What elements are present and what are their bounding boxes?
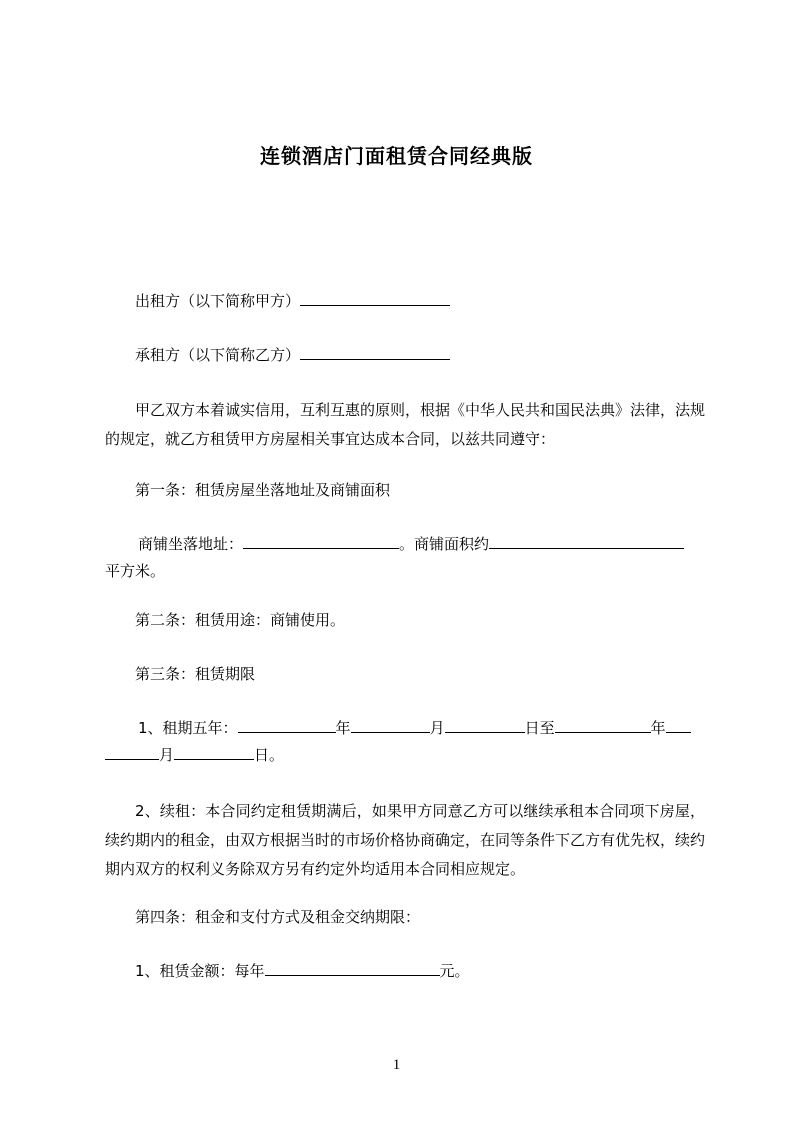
address-label: 商铺坐落地址： (138, 535, 244, 553)
year-char-2: 年 (650, 719, 666, 737)
article1-heading: 第一条：租赁房屋坐落地址及商铺面积 (135, 481, 391, 499)
rent-label: 1、租赁金额：每年 (135, 962, 265, 980)
month-char-1: 月 (429, 719, 445, 737)
lessor-label: 出租方（以下简称甲方） (135, 292, 301, 310)
document-title: 连锁酒店门面租赁合同经典版 (260, 144, 533, 168)
day-end: 日。 (254, 746, 285, 764)
article2-line: 第二条：租赁用途：商铺使用。 (135, 611, 346, 629)
rent-amount-blank[interactable] (265, 959, 440, 976)
lessee-line (105, 341, 735, 369)
rent-line (105, 957, 735, 985)
end-month-blank-part1[interactable] (666, 716, 691, 733)
preamble-paragraph: 甲乙双方本着诚实信用，互利互惠的原则，根据《中华人民共和国民法典》法律，法规的规定，就乙方租赁甲方房屋相关事宜达成本合同，以兹共同遵守： (105, 401, 706, 448)
article4-heading: 第四条：租金和支付方式及租金交纳期限： (135, 908, 421, 926)
end-year-blank[interactable] (555, 716, 651, 733)
lessee-label: 承租方（以下简称乙方） (135, 346, 301, 364)
term-label: 1、租期五年： (138, 719, 238, 737)
start-month-blank[interactable] (351, 716, 430, 733)
lessor-line (105, 287, 735, 315)
start-year-blank[interactable] (238, 716, 336, 733)
renewal-paragraph: 2、续租：本合同约定租赁期满后，如果甲方同意乙方可以继续承租本合同项下房屋，续约期内的租金，由双方根据当时的市场价格协商确定，在同等条件下乙方有优先权，续约期内双方的权利义务除双方另有约定外均适用本合同相应规定。 (105, 802, 706, 878)
area-unit: 平方米。 (105, 562, 166, 580)
end-month-blank-part2[interactable] (105, 743, 159, 760)
article1-address-line (105, 530, 738, 558)
lessor-name-blank[interactable] (300, 289, 450, 306)
month-char-2: 月 (159, 746, 175, 764)
rent-unit: 元。 (439, 962, 470, 980)
day-to: 日至 (524, 719, 555, 737)
start-day-blank[interactable] (445, 716, 525, 733)
term-line-continued (105, 741, 705, 769)
end-day-blank[interactable] (174, 743, 254, 760)
lessee-name-blank[interactable] (300, 343, 450, 360)
area-blank[interactable] (489, 532, 684, 549)
page-number: 1 (392, 1057, 401, 1073)
area-label: 。商铺面积约 (399, 535, 490, 553)
address-blank[interactable] (243, 532, 399, 549)
term-line (105, 714, 738, 742)
article3-heading: 第三条：租赁期限 (135, 665, 256, 683)
year-char-1: 年 (335, 719, 351, 737)
